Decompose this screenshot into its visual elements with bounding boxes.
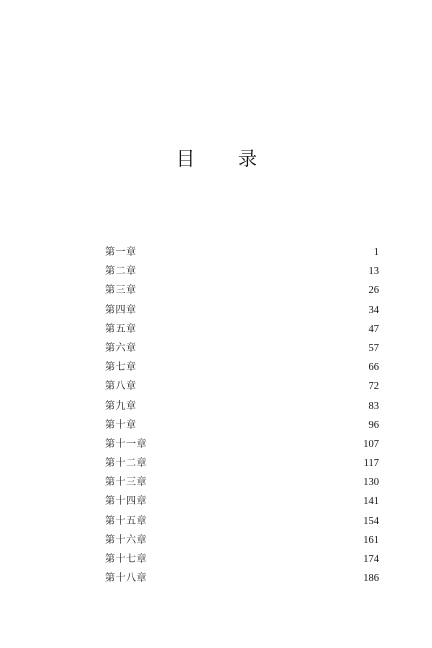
chapter-label: 第十六章 <box>105 534 147 546</box>
toc-entry-12[interactable] <box>105 454 379 473</box>
page-number: 57 <box>368 342 379 354</box>
chapter-label: 第十一章 <box>105 438 147 450</box>
toc-entry-7[interactable] <box>105 358 379 377</box>
chapter-label: 第八章 <box>105 381 137 393</box>
chapter-label: 第二章 <box>105 266 137 278</box>
chapter-label: 第一章 <box>105 247 137 258</box>
page-number: 174 <box>363 554 379 565</box>
chapter-label: 第七章 <box>105 362 137 374</box>
page-number: 1 <box>373 247 379 258</box>
chapter-label: 第十八章 <box>105 573 147 585</box>
toc-entry-18[interactable] <box>105 569 379 588</box>
page-number: 72 <box>368 381 379 393</box>
page-number: 117 <box>363 458 379 470</box>
chapter-label: 第十七章 <box>105 554 147 565</box>
toc-entry-8[interactable] <box>105 377 379 396</box>
toc-entry-15[interactable] <box>105 512 379 531</box>
toc-entry-9[interactable] <box>105 397 379 416</box>
chapter-label: 第四章 <box>105 304 137 316</box>
toc-entry-11[interactable] <box>105 435 379 454</box>
toc-entry-13[interactable] <box>105 473 379 492</box>
chapter-label: 第十三章 <box>105 477 147 489</box>
page-number: 83 <box>368 400 379 412</box>
chapter-label: 第十五章 <box>105 515 147 527</box>
toc-entry-2[interactable] <box>105 262 379 281</box>
title-char-mu: 目 <box>176 148 196 170</box>
page-number: 66 <box>368 362 379 374</box>
chapter-label: 第十四章 <box>105 496 147 508</box>
page-number: 47 <box>368 323 379 335</box>
chapter-label: 第五章 <box>105 323 137 335</box>
page-number: 96 <box>368 419 379 431</box>
toc-entry-10[interactable] <box>105 416 379 435</box>
toc-entry-5[interactable] <box>105 320 379 339</box>
toc-entry-14[interactable] <box>105 492 379 511</box>
page-number: 26 <box>368 285 379 297</box>
toc-entry-3[interactable] <box>105 281 379 300</box>
chapter-label: 第九章 <box>105 400 137 412</box>
table-of-contents <box>105 243 379 588</box>
page-number: 141 <box>363 496 379 508</box>
toc-entry-4[interactable] <box>105 301 379 320</box>
toc-entry-16[interactable] <box>105 531 379 550</box>
page-number: 161 <box>363 534 379 546</box>
title-char-lu: 录 <box>238 148 258 170</box>
toc-entry-6[interactable] <box>105 339 379 358</box>
page-number: 107 <box>363 438 379 450</box>
page-title <box>0 147 432 173</box>
chapter-label: 第六章 <box>105 342 137 354</box>
page-number: 154 <box>363 515 379 527</box>
chapter-label: 第十章 <box>105 419 137 431</box>
toc-entry-17[interactable] <box>105 550 379 569</box>
page-number: 186 <box>363 573 379 585</box>
page-number: 130 <box>363 477 379 489</box>
page-number: 13 <box>368 266 379 278</box>
toc-entry-1[interactable] <box>105 243 379 262</box>
page-number: 34 <box>368 304 379 316</box>
chapter-label: 第三章 <box>105 285 137 297</box>
chapter-label: 第十二章 <box>105 458 147 470</box>
